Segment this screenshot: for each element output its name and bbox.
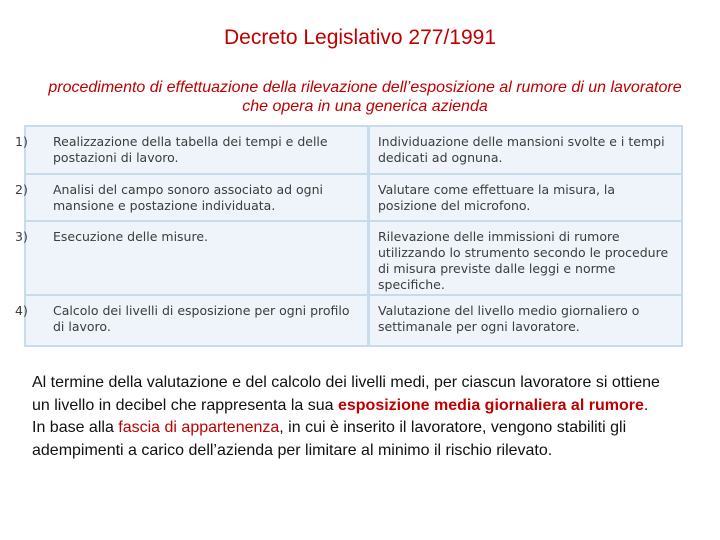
explanation-text	[32, 372, 682, 462]
step-3-left-cell	[15, 222, 367, 294]
paragraph-text: Al termine della valutazione e del calcolo dei livelli medi, per ciascun lavoratore si ottiene un livello in decibel che rappresenta la sua	[32, 374, 660, 414]
paragraph-text: In base alla	[32, 419, 119, 436]
step-detail: Individuazione delle mansioni svolte e i tempi dedicati ad ognuna.	[378, 134, 665, 165]
step-number: 2)	[15, 182, 28, 197]
step-description: Calcolo dei livelli di esposizione per ogni profilo di lavoro.	[53, 303, 350, 334]
step-1-right-cell	[370, 127, 681, 173]
step-detail: Valutare come effettuare la misura, la posizione del microfono.	[378, 182, 616, 213]
step-2-right-cell	[370, 175, 681, 220]
step-number: 4)	[15, 303, 28, 318]
procedure-table	[15, 125, 683, 347]
highlight-exposure: esposizione media giornaliera al rumore	[337, 396, 644, 414]
step-description: Esecuzione delle misure.	[53, 229, 209, 244]
paragraph-text: , in cui è inserito il lavoratore, vengono stabiliti gli adempimenti a carico dell’azienda per limitare al minimo il rischio rilevato.	[32, 419, 627, 459]
step-detail: Valutazione del livello medio giornaliero o settimanale per ogni lavoratore.	[378, 303, 640, 334]
step-description: Realizzazione della tabella dei tempi e delle postazioni di lavoro.	[53, 134, 328, 165]
step-1-left-cell	[15, 127, 367, 173]
step-4-left-cell	[15, 296, 367, 345]
step-number: 1)	[15, 134, 28, 149]
step-description: Analisi del campo sonoro associato ad ogni mansione e postazione individuata.	[53, 182, 323, 213]
paragraph-obligations	[32, 417, 682, 462]
step-detail: Rilevazione delle immissioni di rumore utilizzando lo strumento secondo le procedure di misura previste dalle leggi e norme specifiche.	[378, 229, 669, 292]
paragraph-text: .	[643, 396, 649, 414]
page-subtitle: procedimento di effettuazione della rilevazione dell’esposizione al rumore di un lavoratore che opera in una generica azienda	[48, 79, 682, 115]
page-title: Decreto Legislativo 277/1991	[223, 26, 496, 49]
highlight-band: fascia di appartenenza	[118, 419, 280, 436]
step-2-left-cell	[15, 175, 367, 220]
paragraph-exposure	[32, 372, 682, 417]
step-number: 3)	[15, 229, 28, 244]
step-3-right-cell	[370, 222, 681, 294]
step-4-right-cell	[370, 296, 681, 345]
